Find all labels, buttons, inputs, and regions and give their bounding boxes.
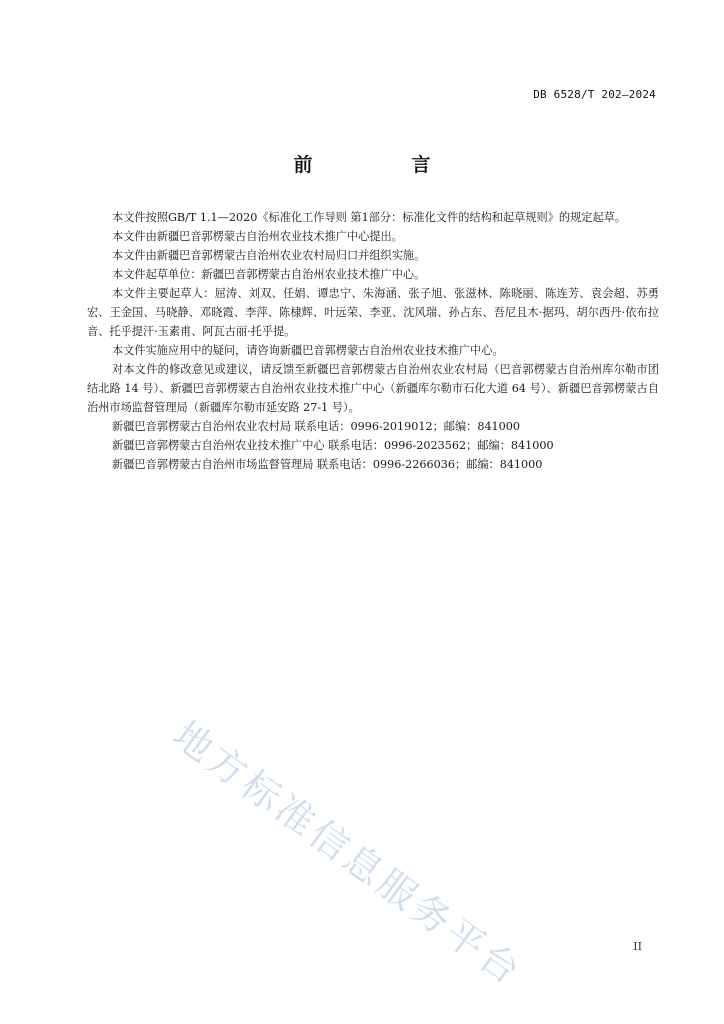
paragraph-standard-basis: 本文件按照GB/T 1.1—2020《标准化工作导则 第1部分：标准化文件的结构和起草规则》的规定起草。 bbox=[112, 211, 627, 224]
paragraph-drafting-unit: 本文件起草单位：新疆巴音郭楞蒙古自治州农业技术推广中心。 bbox=[112, 268, 426, 281]
paragraph-drafters: 本文件主要起草人：屈涛、刘双、任娟、谭忠宁、朱海涵、张子旭、张滋林、陈晓丽、陈连芳、袁会超、苏勇宏、王金国、马晓静、邓晓霞、李萍、陈棣辉、叶远荣、李亚、沈风瑞、孙占东、吾尼且木·据玛、胡尔西丹·依布拉音、托乎提汗·玉素甫、阿瓦古丽·托乎提。 bbox=[87, 287, 659, 338]
watermark: 地方标准信息服务平台 bbox=[165, 712, 531, 996]
contact-line-agriculture-bureau: 新疆巴音郭楞蒙古自治州农业农村局 联系电话：0996-2019012；邮编：841000 bbox=[112, 420, 521, 433]
paragraph-administrator: 本文件由新疆巴音郭楞蒙古自治州农业农村局归口并组织实施。 bbox=[112, 249, 426, 262]
contact-line-market-supervision: 新疆巴音郭楞蒙古自治州市场监督管理局 联系电话：0996-2266036；邮编：841000 bbox=[112, 458, 543, 471]
foreword-body bbox=[87, 208, 659, 474]
document-code: DB 6528/T 202—2024 bbox=[533, 88, 656, 101]
paragraph-inquiries: 本文件实施应用中的疑问，请咨询新疆巴音郭楞蒙古自治州农业技术推广中心。 bbox=[112, 344, 504, 357]
page-title: 前 言 bbox=[293, 154, 471, 176]
paragraph-feedback: 对本文件的修改意见或建议，请反馈至新疆巴音郭楞蒙古自治州农业农村局（巴音郭楞蒙古自治州库尔勒市团结北路 14 号）、新疆巴音郭楞蒙古自治州农业技术推广中心（新疆库尔勒市石化大道 64 号）、新疆巴音郭楞蒙古自治州市场监督管理局（新疆库尔勒市延安路 27-1 号）。 bbox=[87, 363, 659, 414]
paragraph-proposer: 本文件由新疆巴音郭楞蒙古自治州农业技术推广中心提出。 bbox=[112, 230, 403, 243]
page-number: II bbox=[633, 940, 642, 953]
contact-line-extension-center: 新疆巴音郭楞蒙古自治州农业技术推广中心 联系电话：0996-2023562；邮编：841000 bbox=[112, 439, 554, 452]
